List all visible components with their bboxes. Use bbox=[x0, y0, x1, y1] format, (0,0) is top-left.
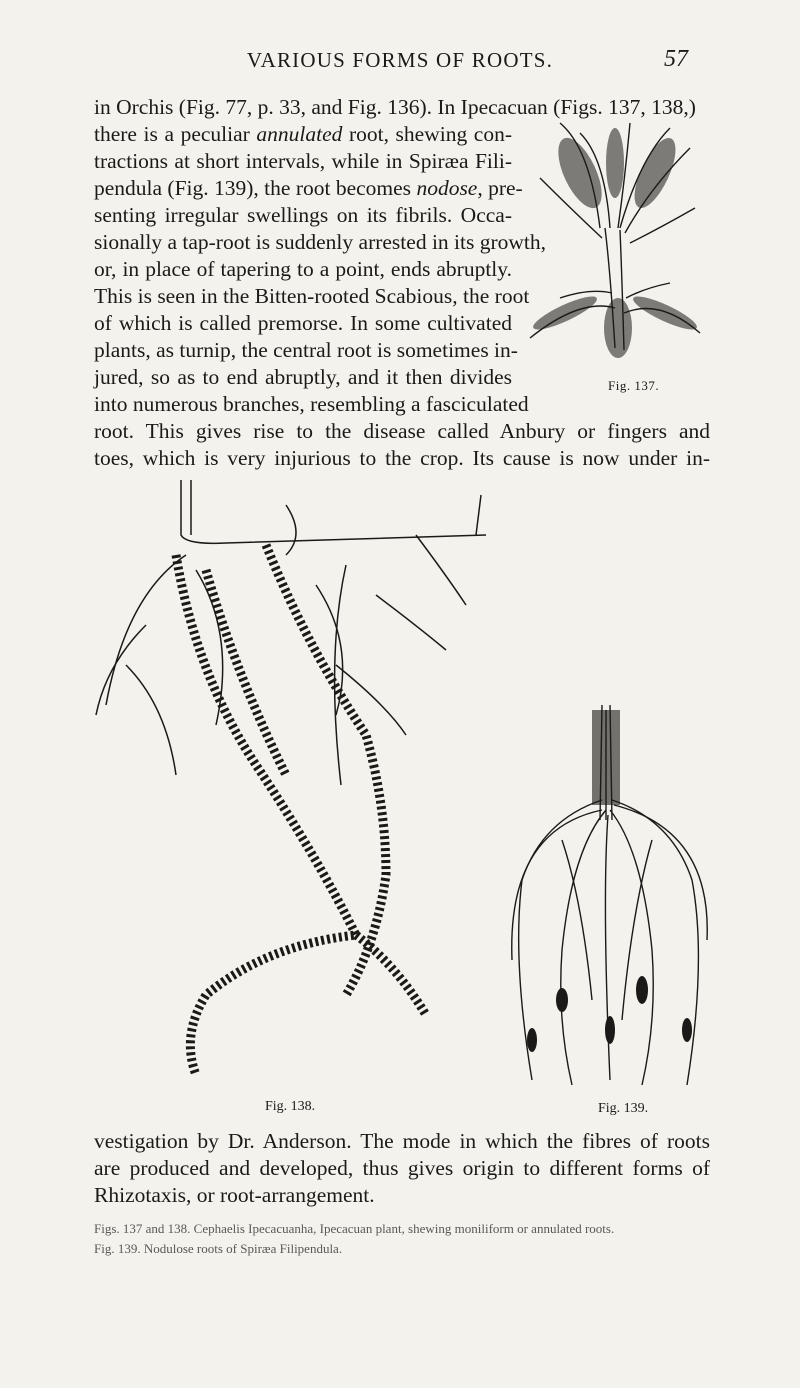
fig-139-illustration bbox=[502, 700, 714, 1090]
paragraph-1-wrapped bbox=[94, 121, 547, 418]
fig-139-caption: Fig. 139. bbox=[598, 1101, 649, 1116]
footnote-line-1: Figs. 137 and 138. Cephaelis Ipecacuanha, Ipecacuan plant, shewing moniliform or annulated roots. bbox=[94, 1221, 615, 1236]
text-line: tractions at short intervals, while in Spiræa Fili- bbox=[94, 149, 512, 173]
page-header bbox=[0, 46, 800, 76]
text-line: there is a peculiar annulated root, shewing con- bbox=[94, 122, 512, 146]
fig-138-illustration bbox=[86, 475, 508, 1095]
paragraph-1-tail bbox=[94, 418, 710, 472]
text-line: in Orchis (Fig. 77, p. 33, and Fig. 136). In Ipecacuan (Figs. 137, 138,) bbox=[94, 95, 696, 119]
text-line: or, in place of tapering to a point, ends abruptly. bbox=[94, 257, 512, 281]
text-line: senting irregular swellings on its fibrils. Occa- bbox=[94, 203, 512, 227]
footnote bbox=[94, 1219, 734, 1259]
paragraph-2 bbox=[94, 1128, 710, 1209]
text-line: of which is called premorse. In some cultivated bbox=[94, 311, 512, 335]
text-line: are produced and developed, thus gives origin to different forms of bbox=[94, 1156, 710, 1180]
fig-137-illustration bbox=[520, 118, 705, 378]
text-line: toes, which is very injurious to the crop. Its cause is now under in- bbox=[94, 446, 710, 470]
fig-137-caption: Fig. 137. bbox=[608, 378, 660, 393]
text-line: pendula (Fig. 139), the root becomes nodose, pre- bbox=[94, 176, 523, 200]
text-line: jured, so as to end abruptly, and it then divides bbox=[94, 365, 512, 389]
text-line: into numerous branches, resembling a fasciculated bbox=[94, 392, 529, 416]
text-line: sionally a tap-root is suddenly arrested in its growth, bbox=[94, 230, 547, 254]
text-line: plants, as turnip, the central root is sometimes in- bbox=[94, 338, 518, 362]
page-number: 57 bbox=[664, 46, 688, 72]
paragraph-1 bbox=[94, 94, 708, 121]
text-line: Rhizotaxis, or root-arrangement. bbox=[94, 1183, 375, 1207]
text-line: This is seen in the Bitten-rooted Scabious, the root bbox=[94, 284, 530, 308]
running-head: VARIOUS FORMS OF ROOTS. bbox=[246, 48, 554, 72]
text-line: root. This gives rise to the disease called Anbury or fingers and bbox=[94, 419, 710, 443]
text-line: vestigation by Dr. Anderson. The mode in which the fibres of roots bbox=[94, 1129, 710, 1153]
footnote-line-2: Fig. 139. Nodulose roots of Spiræa Filipendula. bbox=[94, 1241, 343, 1256]
fig-138-caption: Fig. 138. bbox=[265, 1099, 316, 1114]
